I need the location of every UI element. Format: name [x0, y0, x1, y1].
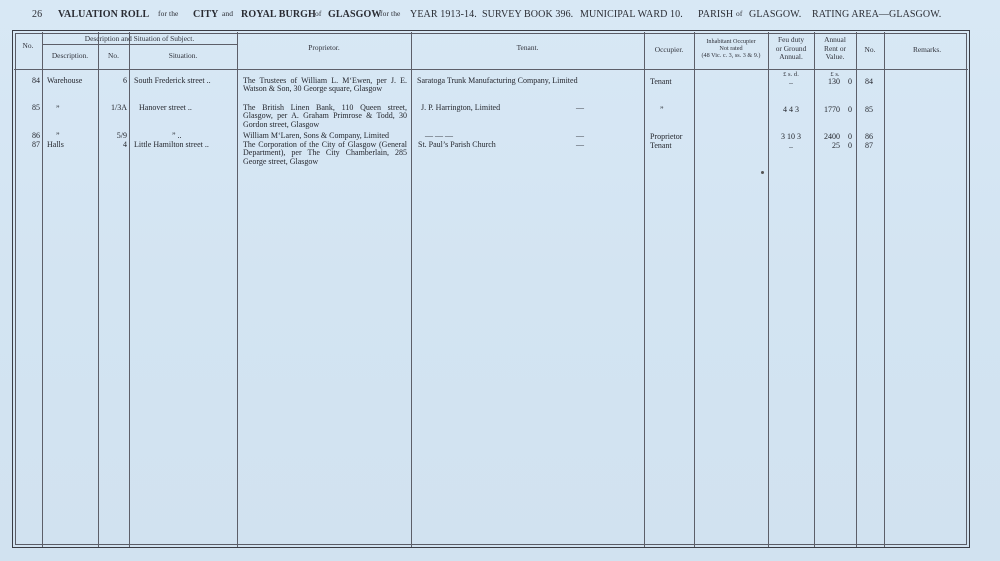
row-situation: South Frederick street ..	[134, 76, 211, 85]
parish-name: GLASGOW.	[749, 9, 802, 20]
row-situation: Little Hamilton street ..	[134, 140, 209, 149]
row-feu: 3 10 3	[781, 132, 801, 141]
col-divider	[42, 32, 43, 547]
row-occupier: Tenant	[650, 77, 672, 86]
row-tenant: Saratoga Trunk Manufacturing Company, Limited	[417, 76, 578, 85]
row-annual-pounds: 130	[828, 77, 840, 86]
inhabitant-line-1: Inhabitant Occupier	[706, 38, 756, 45]
col-header-inhabitant	[694, 38, 768, 59]
page-number: 26	[32, 9, 43, 20]
survey-book: SURVEY BOOK 396.	[482, 9, 574, 20]
row-description: ”	[56, 104, 60, 113]
row-tenant-dash: —	[576, 103, 584, 112]
row-no-right: 86	[865, 132, 873, 141]
row-proprietor: The British Linen Bank, 110 Queen street, Glasgow, per A. Graham Primrose & Todd, 30 Gordon street, Glasgow	[243, 103, 407, 129]
row-annual-pounds: 2400	[824, 132, 840, 141]
row-situation: Hanover street ..	[139, 103, 192, 112]
row-occupier: Proprietor	[650, 132, 683, 141]
col-divider	[411, 32, 412, 547]
row-description: ”	[56, 131, 60, 140]
inhabitant-line-3: (48 Vic. c. 3, ss. 3 & 9.)	[701, 52, 761, 59]
col-header-proprietor: Proprietor.	[308, 43, 340, 52]
municipal-ward: MUNICIPAL WARD 10.	[580, 9, 683, 20]
col-header-tenant: Tenant.	[516, 43, 539, 52]
rating-area: RATING AREA—GLASGOW.	[812, 9, 942, 20]
row-no-right: 84	[865, 77, 873, 86]
annual-line-3: Value.	[825, 52, 845, 61]
col-divider	[694, 32, 695, 547]
col-header-situation: Situation.	[168, 51, 198, 60]
page-header	[12, 9, 992, 23]
parish-of: of	[736, 9, 743, 18]
row-no: 86	[32, 131, 40, 140]
col-header-feu	[768, 36, 814, 62]
roll-title-h: for the	[380, 9, 401, 18]
roll-title-g: GLASGOW	[328, 9, 382, 20]
row-tenant: — — —	[425, 131, 453, 140]
annual-units: £ s.	[830, 71, 840, 78]
col-header-no2: No.	[108, 51, 119, 60]
row-annual-pounds: 1770	[824, 105, 840, 114]
col-header-desc-group: Description and Situation of Subject.	[84, 34, 195, 43]
inhabitant-line-2: Not rated	[719, 45, 743, 52]
row-annual-pounds: 25	[832, 141, 840, 150]
group-underline	[42, 44, 237, 45]
row-no-right: 87	[865, 141, 873, 150]
roll-title-f: of	[315, 9, 322, 18]
row-occupier: Tenant	[650, 141, 672, 150]
parish-label: PARISH	[698, 9, 734, 20]
row-occupier: ”	[660, 105, 664, 114]
row-annual-shillings: 0	[848, 132, 852, 141]
row-situation: ” ..	[172, 131, 182, 140]
col-header-no: No.	[22, 41, 34, 50]
roll-title-e: ROYAL BURGH	[241, 9, 316, 20]
roll-title-i: YEAR 1913-14.	[410, 9, 477, 20]
row-tenant: J. P. Harrington, Limited	[421, 103, 501, 112]
feu-units: £ s. d.	[783, 71, 799, 78]
col-header-occupier: Occupier.	[654, 45, 684, 54]
col-header-annual	[814, 36, 856, 62]
col-header-remarks: Remarks.	[912, 45, 942, 54]
row-feu: 4 4 3	[783, 105, 799, 114]
row-proprietor: William M‘Laren, Sons & Company, Limited	[243, 131, 390, 140]
feu-line-2: or Ground	[775, 43, 807, 53]
row-annual-shillings: 0	[848, 105, 852, 114]
row-no: 85	[32, 103, 40, 112]
col-divider	[884, 32, 885, 547]
roll-title-a: VALUATION ROLL	[58, 9, 150, 20]
col-divider	[237, 32, 238, 547]
roll-title-d: and	[222, 9, 234, 18]
row-feu: ..	[789, 141, 793, 150]
row-proprietor: The Trustees of William L. M‘Ewen, per J. E. Watson & Son, 30 George square, Glasgow	[243, 76, 407, 94]
row-tenant-dash: —	[576, 131, 584, 140]
row-number: 6	[123, 76, 127, 85]
row-no: 87	[32, 140, 40, 149]
col-header-no3: No.	[864, 45, 876, 54]
row-number: 1/3A	[111, 103, 127, 112]
row-description: Warehouse	[47, 76, 83, 85]
roll-title-c: CITY	[193, 9, 219, 20]
col-divider	[129, 32, 130, 547]
annual-line-1: Annual	[824, 35, 846, 44]
feu-line-3: Annual.	[779, 52, 803, 61]
row-no: 84	[32, 76, 40, 85]
row-number: 4	[123, 140, 127, 149]
roll-title-b: for the	[158, 9, 179, 18]
row-proprietor: The Corporation of the City of Glasgow (General Department), per The City Chamberlain, 285 George street, Glasgow	[243, 140, 407, 166]
row-annual-shillings: 0	[848, 77, 852, 86]
row-number: 5/9	[116, 131, 127, 140]
row-description: Halls	[47, 140, 64, 149]
row-annual-shillings: 0	[848, 141, 852, 150]
row-tenant-dash: —	[576, 140, 584, 149]
col-header-description: Description.	[51, 51, 89, 60]
ink-speck	[761, 171, 764, 174]
feu-line-1: Feu duty	[777, 35, 805, 44]
annual-line-2: Rent or	[824, 43, 846, 53]
row-tenant: St. Paul’s Parish Church	[418, 140, 496, 149]
col-divider	[644, 32, 645, 547]
row-no-right: 85	[865, 105, 873, 114]
row-feu: ..	[789, 77, 793, 86]
